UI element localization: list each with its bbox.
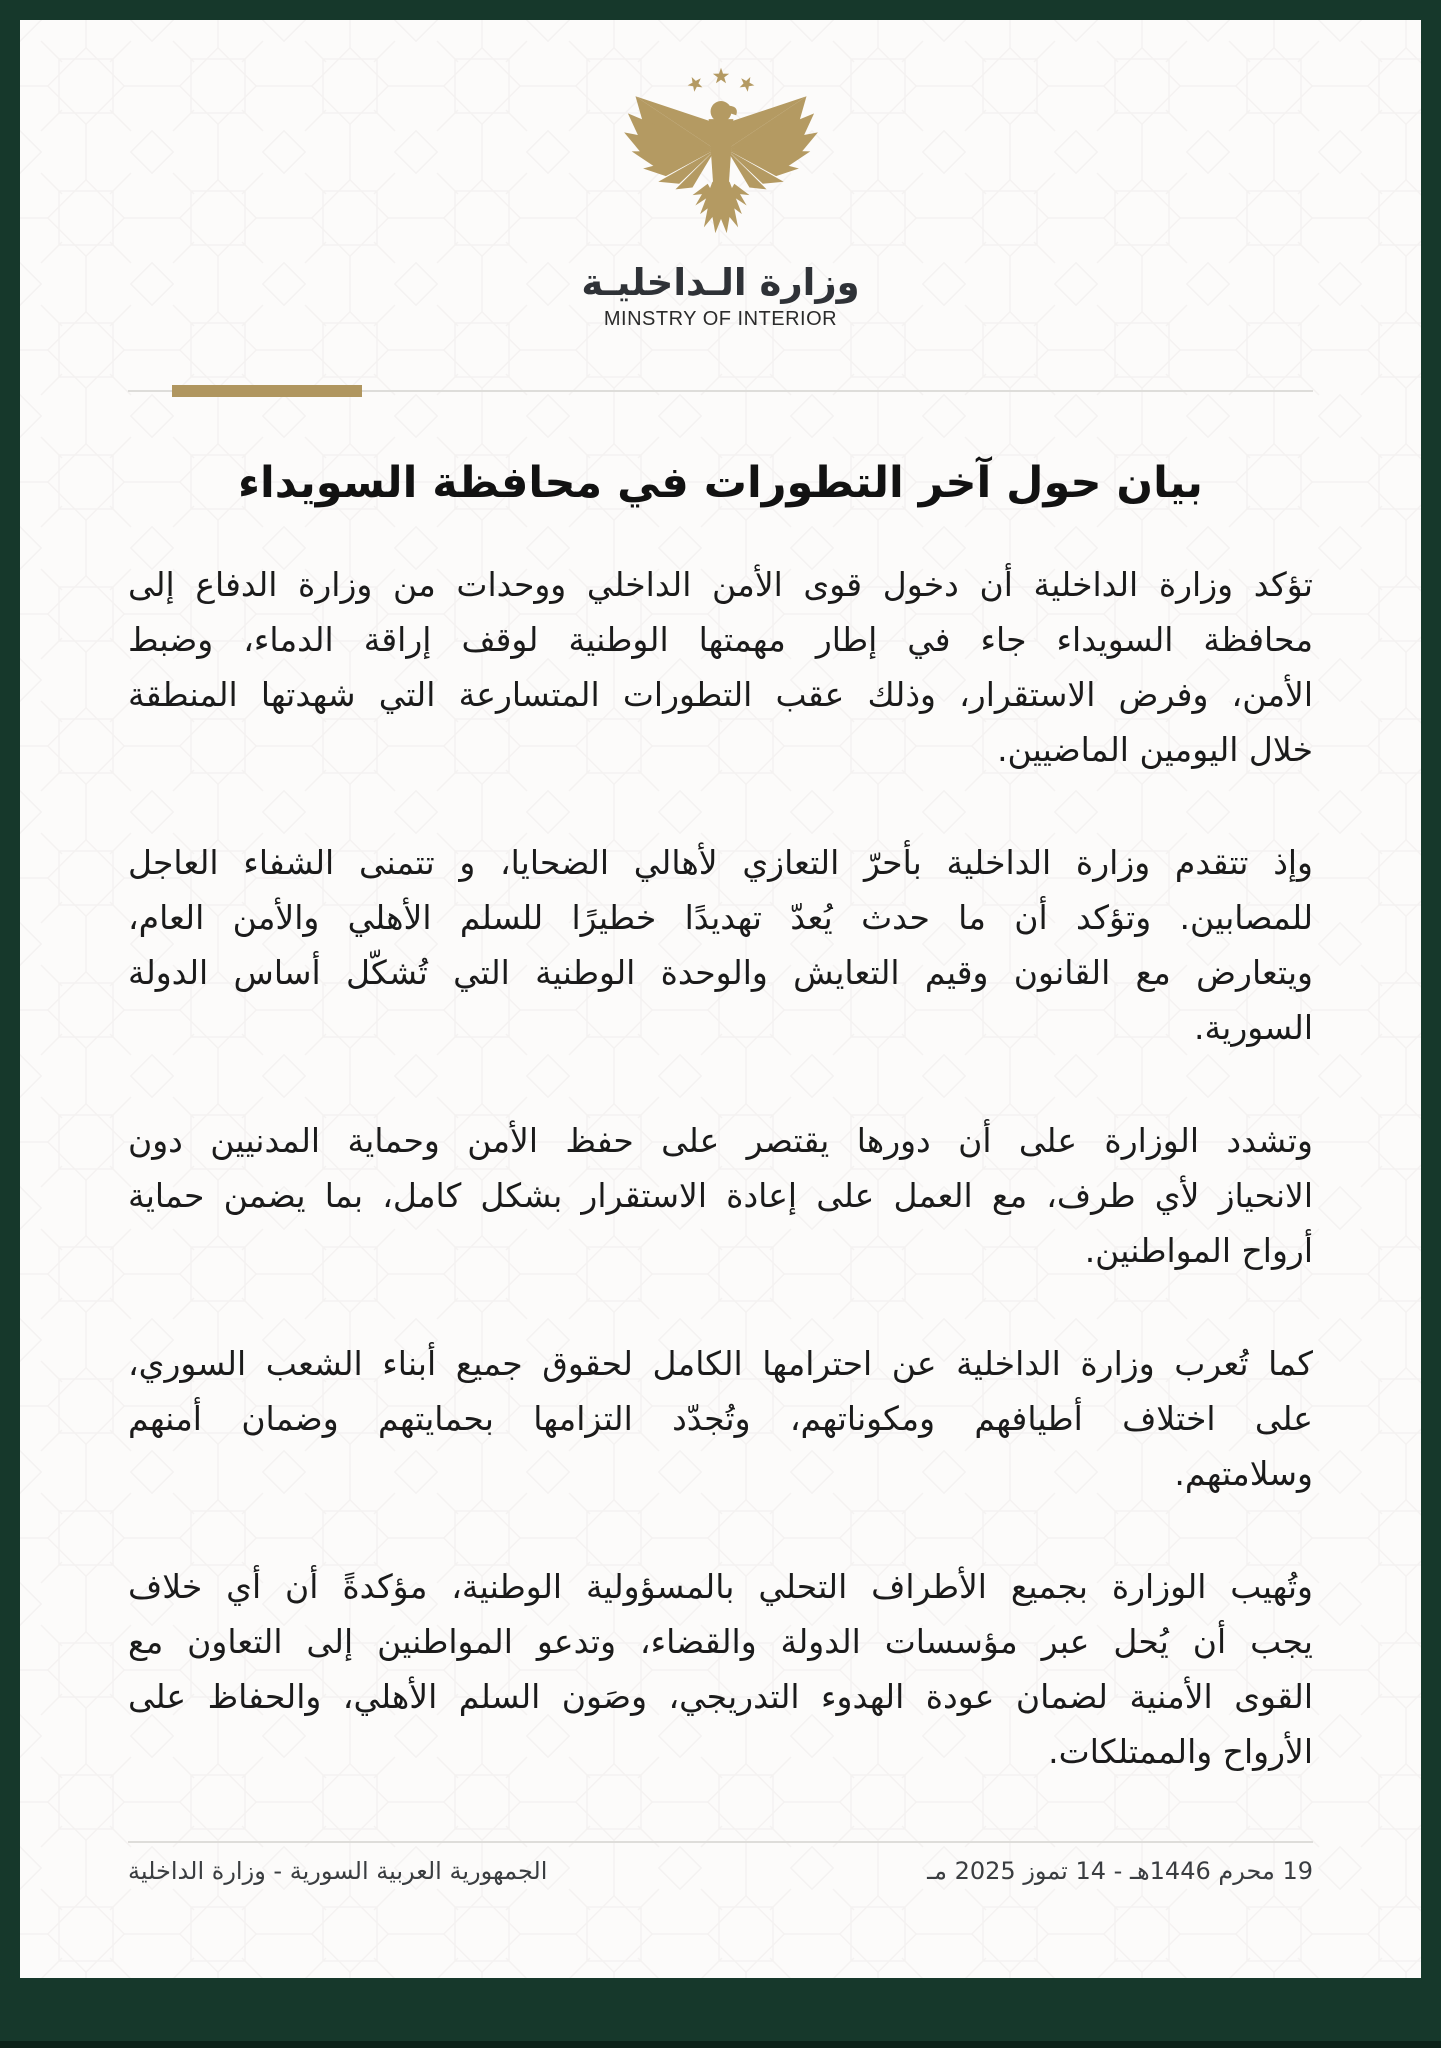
- paragraph-line: وتُهيب الوزارة بجميع الأطراف التحلي بالمسؤولية الوطنية، مؤكدةً أن أي خلاف: [128, 1567, 1313, 1606]
- divider-gold-accent: [172, 385, 362, 397]
- paragraph-line: خلال اليومين الماضيين.: [997, 730, 1313, 769]
- footer: [128, 1857, 1313, 1885]
- statement-paragraph: [128, 557, 1313, 777]
- paragraph-line: كما تُعرب وزارة الداخلية عن احترامها الكامل لحقوق جميع أبناء الشعب السوري،: [128, 1344, 1313, 1383]
- statement-paragraph: [128, 1113, 1313, 1278]
- paragraph-line: الأرواح والممتلكات.: [1048, 1732, 1313, 1771]
- ministry-name-english: MINSTRY OF INTERIOR: [603, 308, 838, 331]
- statement-paragraph: [128, 1559, 1313, 1779]
- paragraph-line: الانحياز لأي طرف، مع العمل على إعادة الاستقرار بشكل كامل، بما يضمن حماية: [128, 1176, 1313, 1215]
- statement-paragraph: [128, 1336, 1313, 1501]
- paragraph-line: القوى الأمنية لضمان عودة الهدوء التدريجي، وصَون السلم الأهلي، والحفاظ على: [128, 1677, 1313, 1716]
- paragraph-line: الأمن، وفرض الاستقرار، وذلك عقب التطورات المتسارعة التي شهدتها المنطقة: [128, 675, 1313, 714]
- ministry-name-arabic: وزارة الـداخليـة: [581, 261, 860, 304]
- paper-area: [20, 20, 1421, 1978]
- paragraph-line: وسلامتهم.: [1174, 1454, 1313, 1493]
- eagle-right-wing: [726, 96, 817, 189]
- paragraph-line: السورية.: [1193, 1008, 1313, 1047]
- ministry-emblem: [20, 20, 1421, 331]
- statement-title: بيان حول آخر التطورات في محافظة السويداء: [238, 458, 1203, 509]
- paragraph-line: ويتعارض مع القانون وقيم التعايش والوحدة الوطنية التي تُشكّل أساس الدولة: [128, 953, 1313, 992]
- footer-divider: [128, 1841, 1313, 1843]
- header-divider: [128, 385, 1313, 397]
- paragraph-line: على اختلاف أطيافهم ومكوناتهم، وتُجدّد التزامها بحمايتهم وضمان أمنهم: [128, 1399, 1313, 1438]
- footer-date: 19 محرم 1446هـ - 14 تموز 2025 مـ: [927, 1857, 1313, 1885]
- paragraph-line: أرواح المواطنين.: [1084, 1231, 1313, 1270]
- paragraph-line: تؤكد وزارة الداخلية أن دخول قوى الأمن الداخلي ووحدات من وزارة الدفاع إلى: [128, 565, 1313, 604]
- statement-body: [128, 557, 1313, 1779]
- eagle-emblem-icon: [596, 64, 846, 254]
- paragraph-line: للمصابين. وتؤكد أن ما حدث يُعدّ تهديدًا خطيرًا للسلم الأهلي والأمن العام،: [128, 898, 1313, 937]
- paragraph-line: يجب أن يُحل عبر مؤسسات الدولة والقضاء، وتدعو المواطنين إلى التعاون مع: [128, 1622, 1313, 1661]
- three-stars-icon: [685, 68, 757, 93]
- frame-bottom-edge: [0, 2041, 1441, 2048]
- paragraph-line: وتشدد الوزارة على أن دورها يقتصر على حفظ الأمن وحماية المدنيين دون: [128, 1121, 1313, 1160]
- paragraph-line: وإذ تتقدم وزارة الداخلية بأحرّ التعازي لأهالي الضحايا، و تتمنى الشفاء العاجل: [128, 843, 1313, 882]
- footer-entity: الجمهورية العربية السورية - وزارة الداخلية: [128, 1857, 548, 1885]
- eagle-body: [708, 119, 733, 187]
- eagle-left-wing: [624, 96, 715, 189]
- statement-paragraph: [128, 835, 1313, 1055]
- paragraph-line: محافظة السويداء جاء في إطار مهمتها الوطنية لوقف إراقة الدماء، وضبط: [128, 620, 1313, 659]
